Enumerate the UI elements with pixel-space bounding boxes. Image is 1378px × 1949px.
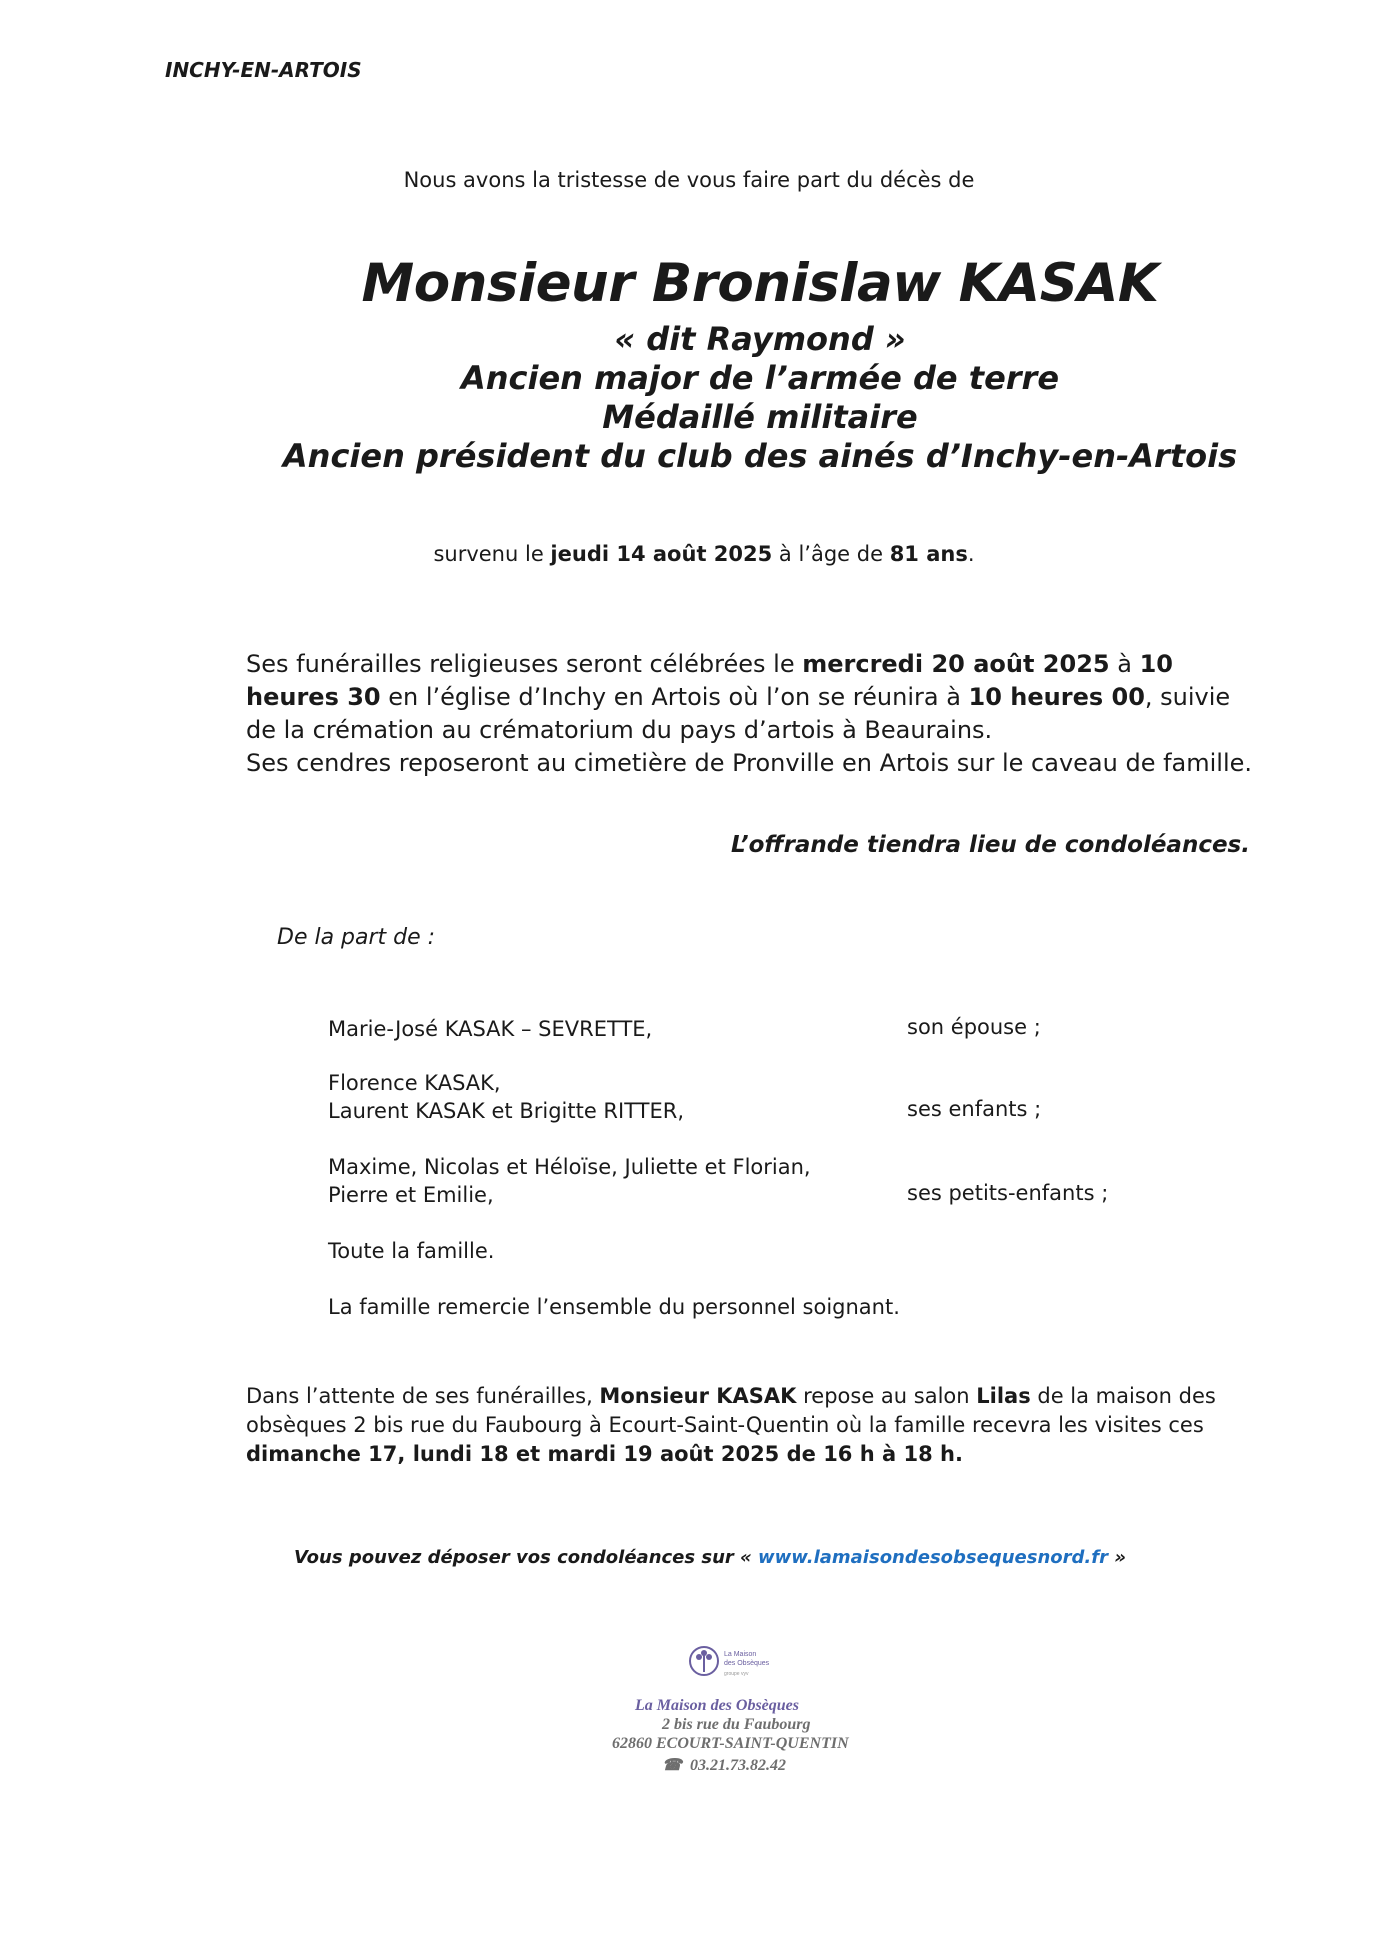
tree-icon: [688, 1645, 784, 1681]
nickname: « dit Raymond »: [614, 320, 906, 358]
condolences-link[interactable]: www.lamaisondesobsequesnord.fr: [758, 1547, 1108, 1568]
deceased-name: Monsieur Bronislaw KASAK: [361, 253, 1159, 314]
phone-icon: ☎: [662, 1757, 682, 1774]
logo-text: La Maison: [724, 1651, 757, 1658]
family-relation: ses enfants ;: [907, 1097, 1042, 1121]
family-relation: ses petits-enfants ;: [907, 1181, 1109, 1205]
town-heading: INCHY-EN-ARTOIS: [165, 58, 362, 82]
family-thanks: La famille remercie l’ensemble du personnel soignant.: [328, 1295, 900, 1319]
address-street: 2 bis rue du Faubourg: [662, 1716, 811, 1733]
family-member: Florence KASAK,: [328, 1071, 501, 1095]
title-line: Ancien major de l’armée de terre: [460, 359, 1060, 397]
address-phone: ☎ 03.21.73.82.42: [662, 1757, 786, 1774]
visit-paragraph: Dans l’attente de ses funérailles, Monsieur KASAK repose au salon Lilas de la maison des obsèques 2 bis rue du Faubourg à Ecourt-Saint-Quentin où la famille recevra les visites ces dimanche 17, lundi 18 et mardi 19 août 2025 de 16 h à 18 h.: [246, 1384, 1216, 1466]
funeral-paragraph: Ses funérailles religieuses seront célébrées le mercredi 20 août 2025 à 10 heures 30 en l’église d’Inchy en Artois où l’on se réunira à 10 heures 00, suivie de la crémation au crématorium du pays d’artois à Beaurains. Ses cendres reposeront au cimetière de Pronville en Artois sur le caveau de famille.: [246, 650, 1253, 777]
family-member: Marie-José KASAK – SEVRETTE,: [328, 1017, 653, 1041]
family-member: Maxime, Nicolas et Héloïse, Juliette et Florian,: [328, 1155, 811, 1179]
condolences-line: Vous pouvez déposer vos condoléances sur « www.lamaisondesobsequesnord.fr »: [294, 1547, 1126, 1568]
from-label: De la part de :: [277, 925, 436, 950]
death-notice: survenu le jeudi 14 août 2025 à l’âge de 81 ans.: [433, 542, 975, 566]
title-line: Médaillé militaire: [602, 398, 918, 436]
family-relation: son épouse ;: [907, 1015, 1041, 1039]
address-city: 62860 ECOURT-SAINT-QUENTIN: [612, 1735, 849, 1752]
company-logo: [688, 1645, 784, 1681]
family-member: Laurent KASAK et Brigitte RITTER,: [328, 1099, 685, 1123]
family-all: Toute la famille.: [328, 1239, 495, 1263]
title-line: Ancien président du club des ainés d’Inchy-en-Artois: [282, 437, 1238, 475]
logo-text: groupe vyv: [724, 1671, 749, 1677]
logo-text: des Obsèques: [724, 1660, 770, 1667]
company-name: La Maison des Obsèques: [635, 1697, 800, 1714]
family-member: Pierre et Emilie,: [328, 1183, 494, 1207]
offering-note: L’offrande tiendra lieu de condoléances.: [730, 832, 1250, 858]
intro-text: Nous avons la tristesse de vous faire part du décès de: [403, 168, 975, 192]
